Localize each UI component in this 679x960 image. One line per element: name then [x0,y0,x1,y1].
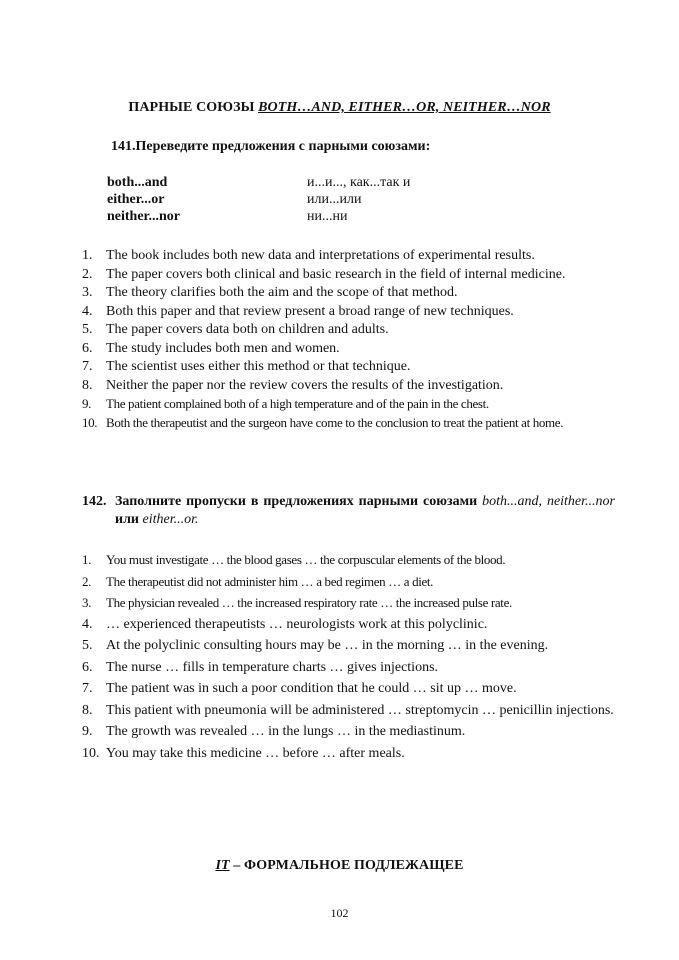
list-item [82,414,615,431]
item-text: The paper covers both clinical and basic research in the field of internal medicine. [106,266,566,282]
item-text: The patient was in such a poor condition that he could … sit up … move. [106,681,517,696]
list-item [82,573,615,590]
pair-english: both...and [107,175,168,190]
exercise-141-heading: 141.Переведите предложения с парными союзами: [111,139,431,154]
item-text: Neither the paper nor the review covers the results of the investigation. [106,377,504,393]
item-number: 3. [82,595,92,610]
instruction-conjunction-2: neither...nor [546,494,615,509]
section-title-paired-conjunctions [0,100,679,116]
list-item [82,377,615,394]
instruction-bold-text: Заполните пропуски в предложениях парными союзами [115,494,483,509]
item-text: The scientist uses either this method or that technique. [106,359,411,374]
list-item [82,266,615,283]
item-text: The patient complained both of a high temperature and of the pain in the chest. [106,396,489,411]
item-number: 6. [82,659,93,675]
item-text: The study includes both men and women. [106,340,340,356]
item-text: The book includes both new data and interpretations of experimental results. [106,248,535,263]
list-item [82,340,615,357]
item-number: 10. [82,745,100,761]
pair-english: neither...nor [107,209,180,224]
item-text: You must investigate … the blood gases … the corpuscular elements of the blood. [106,552,506,567]
item-text: This patient with pneumonia will be administered … streptomycin … penicillin injections. [106,702,614,718]
exercise-142-sentences [82,551,615,766]
section-title-formal-subject [0,858,679,874]
conjunction-pairs-table [107,175,527,226]
item-text: The nurse … fills in temperature charts … gives injections. [106,659,439,675]
list-item [82,321,615,338]
list-item [82,637,615,654]
item-number: 4. [82,303,93,319]
item-number: 2. [82,266,93,282]
item-number: 8. [82,377,93,393]
item-number: 7. [82,681,93,696]
instruction-conjunction-3: either...or. [142,512,199,527]
item-text: Both the therapeutist and the surgeon have come to the conclusion to treat the patient at home. [106,414,564,430]
section-title-conjunctions: BOTH…AND, EITHER…OR, NEITHER…NOR [258,100,551,115]
item-number: 6. [82,340,93,356]
section-title-it: IT [215,858,230,873]
item-number: 4. [82,616,93,632]
list-item [82,616,615,633]
exercise-142-heading [82,493,615,529]
item-number: 8. [82,702,93,718]
section-title-rest: – ФОРМАЛЬНОЕ ПОДЛЕЖАЩЕЕ [229,858,464,873]
conjunction-pair [107,209,527,226]
item-text: The therapeutist did not administer him … a bed regimen … a diet. [106,573,434,589]
list-item [82,659,615,676]
list-item [82,303,615,320]
instruction-conjunction-1: both...and, [482,494,542,509]
item-number: 10. [82,414,98,430]
item-text: You may take this medicine … before … after meals. [106,745,405,761]
list-item [82,594,615,611]
item-number: 1. [82,552,92,567]
list-item [82,702,615,719]
item-number: 9. [82,396,92,411]
list-item [82,358,615,375]
item-text: Both this paper and that review present a broad range of new techniques. [106,303,514,319]
instruction-or: или [115,512,143,527]
section-title-prefix: ПАРНЫЕ СОЮЗЫ [128,100,259,115]
item-number: 7. [82,359,93,374]
item-number: 3. [82,285,93,300]
list-item [82,247,615,264]
pair-english: either...or [107,192,165,207]
item-number: 9. [82,724,93,739]
item-text: The theory clarifies both the aim and the scope of that method. [106,285,458,300]
page-number: 102 [330,906,349,920]
item-text: The growth was revealed … in the lungs … in the mediastinum. [106,724,466,739]
list-item [82,551,615,568]
item-text: At the polyclinic consulting hours may be … in the morning … in the evening. [106,638,549,653]
exercise-142-number: 142. [82,494,107,509]
pair-russian: или...или [307,192,362,207]
exercise-141-sentences [82,247,615,432]
item-number: 5. [82,322,93,337]
list-item [82,680,615,697]
item-number: 2. [82,573,92,589]
pair-russian: и...и..., как...так и [307,175,411,190]
item-number: 5. [82,638,93,653]
item-number: 1. [82,248,93,263]
conjunction-pair [107,192,527,209]
item-text: The paper covers data both on children and adults. [106,322,389,337]
list-item [82,395,615,412]
conjunction-pair [107,175,527,192]
list-item [82,745,615,762]
pair-russian: ни...ни [307,209,348,224]
item-text: … experienced therapeutists … neurologists work at this polyclinic. [106,616,488,632]
list-item [82,284,615,301]
exercise-142-instruction [82,493,615,529]
item-text: The physician revealed … the increased respiratory rate … the increased pulse rate. [106,595,512,610]
list-item [82,723,615,740]
